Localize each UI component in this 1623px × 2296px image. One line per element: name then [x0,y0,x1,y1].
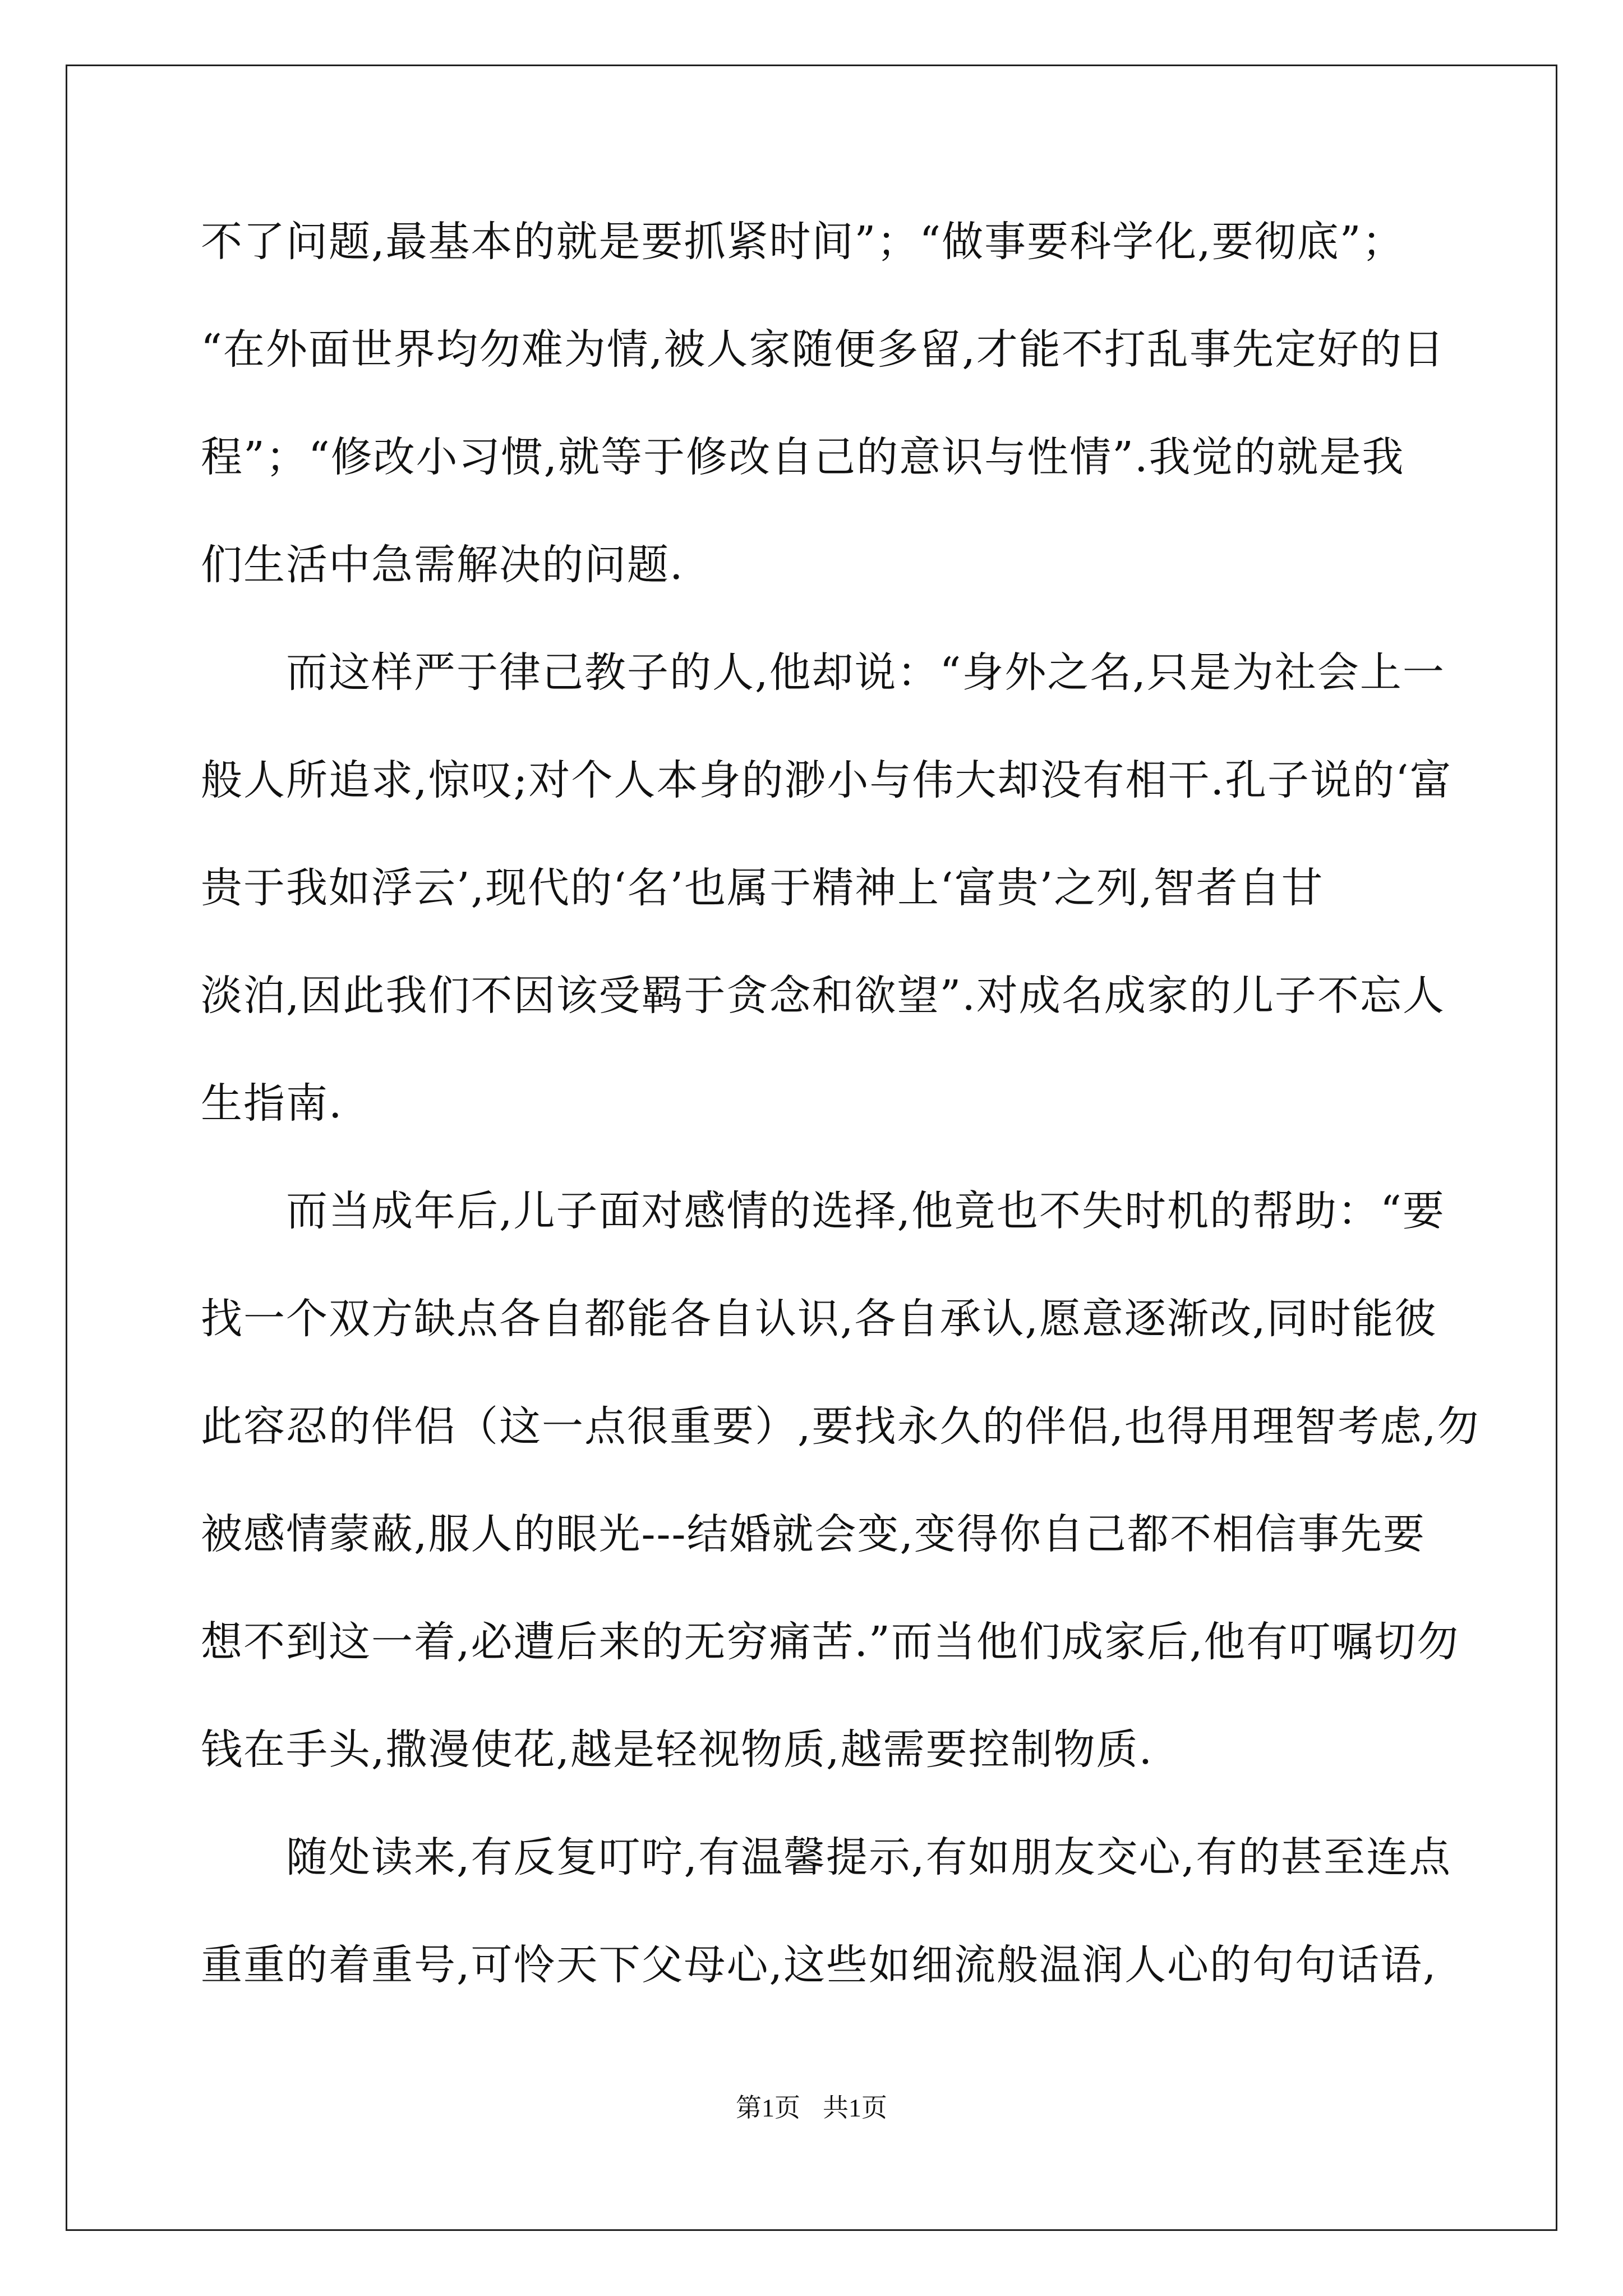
paragraph-1 [201,188,1445,619]
text-line: 找一个双方缺点各自都能各自认识,各自承认,愿意逐渐改,同时能彼 [201,1295,1437,1343]
text-line: “在外面世界均勿难为情,被人家随便多留,才能不打乱事先定好的日 [201,325,1445,374]
paragraph-3 [201,1157,1480,1803]
text-line: 而这样严于律己教子的人,他却说：“身外之名,只是为社会上一 [201,648,1445,697]
paragraph-4 [201,1803,1452,2019]
page-number-label: 第1页 [736,2093,800,2122]
text-line: 被感情蒙蔽,服人的眼光---结婚就会变,变得你自己都不相信事先要 [201,1510,1426,1558]
text-line: 随处读来,有反复叮咛,有温馨提示,有如朋友交心,有的甚至连点 [201,1833,1452,1881]
document-body [201,188,1480,2019]
text-line: 贵于我如浮云’,现代的‘名’也属于精神上‘富贵’之列,智者自甘 [201,864,1324,912]
paragraph-2 [201,619,1453,1157]
text-line: 淡泊,因此我们不因该受羁于贪念和欲望”.对成名成家的儿子不忘人 [201,972,1445,1020]
text-line: 不了问题,最基本的就是要抓紧时间”；“做事要科学化,要彻底”； [201,218,1405,266]
text-line: 般人所追求,惊叹;对个人本身的渺小与伟大却没有相干.孔子说的‘富 [201,756,1453,804]
text-line: 钱在手头,撒漫使花,越是轻视物质,越需要控制物质. [201,1726,1154,1774]
text-line: 重重的着重号,可怜天下父母心,这些如细流般温润人心的句句话语, [201,1941,1437,1989]
text-line: 此容忍的伴侣（这一点很重要）,要找永久的伴侣,也得用理智考虑,勿 [201,1402,1480,1451]
page-total-label: 共1页 [823,2093,887,2122]
text-line: 生指南. [201,1079,343,1128]
text-line: 想不到这一着,必遭后来的无穷痛苦.”而当他们成家后,他有叮嘱切勿 [201,1618,1460,1666]
text-line: 们生活中急需解决的问题. [201,541,684,589]
page-footer [0,2091,1623,2125]
text-line: 而当成年后,儿子面对感情的选择,他竟也不失时机的帮助：“要 [201,1187,1445,1235]
text-line: 程”；“修改小习惯,就等于修改自己的意识与性情”.我觉的就是我 [201,433,1405,481]
